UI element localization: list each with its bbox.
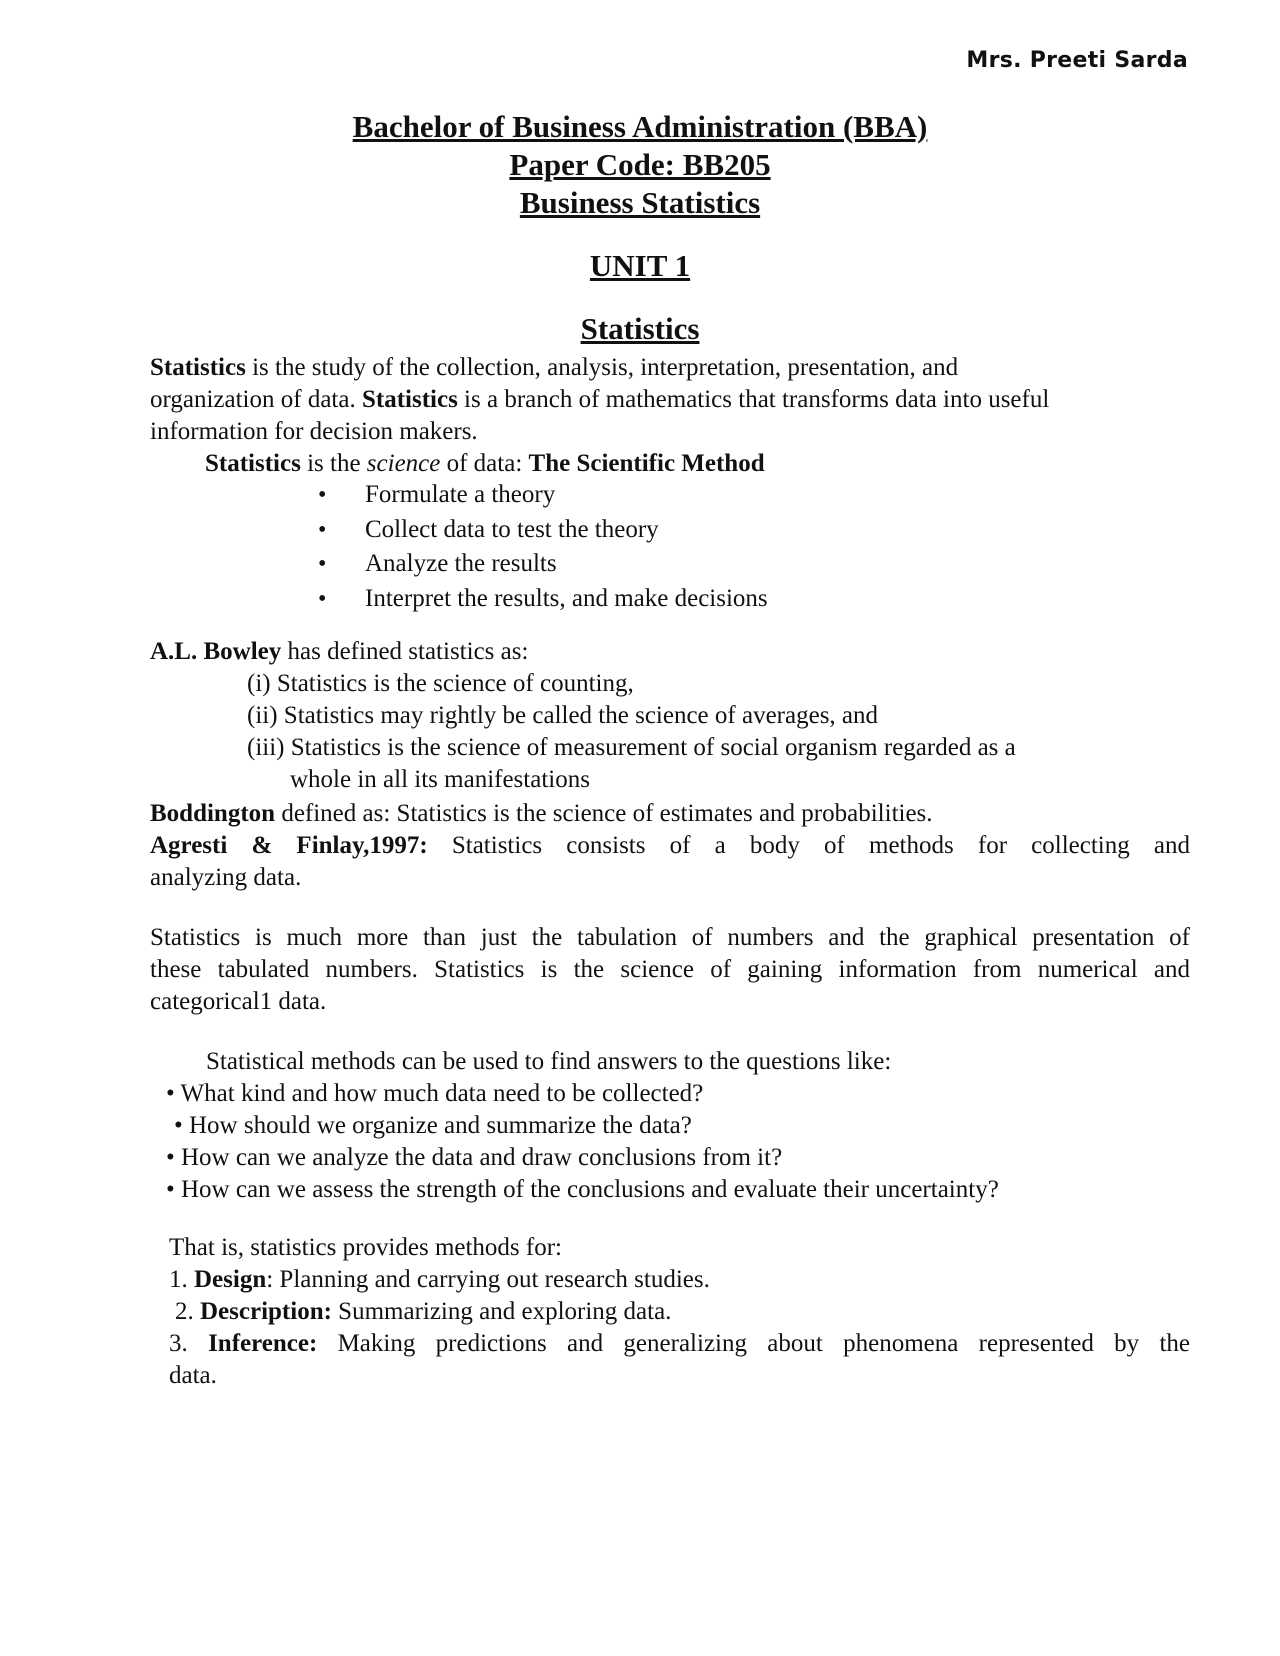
scientific-method-list	[150, 478, 1190, 616]
tabulation-paragraph: Statistics is much more than just the tabulation of numbers and the graphical presentation of these tabulated numbers. Statistics is the science of gaining information from numerical and categorical1 data.	[150, 924, 1190, 1015]
bowley-definition: A.L. Bowley has defined statistics as: (i) Statistics is the science of counting, (ii) Statistics may rightly be called the science of averages, and (iii) Statistics is the science of measurement of social organism regarded as a whole in all its manifestations	[150, 636, 1190, 796]
other-definitions: Boddington defined as: Statistics is the science of estimates and probabilities. Agresti & Finlay,1997: Statistics consists of a body of methods for collecting and analyzing data.	[150, 800, 1190, 891]
list-item: (i) Statistics is the science of counting,	[247, 670, 634, 697]
paper-code: Paper Code: BB205	[509, 147, 771, 182]
intro-paragraph: Statistics is the study of the collection, analysis, interpretation, presentation, and organization of data. Statistics is a branch of mathematics that transforms data into useful information for decision makers. Statistics is the science of data: The Scientific Method	[150, 354, 1050, 477]
list-item: • How should we organize and summarize the data?	[174, 1112, 692, 1139]
subject-title: Business Statistics	[519, 185, 761, 220]
section-title: Statistics	[580, 311, 700, 346]
list-item: • Collect data to test the theory	[150, 513, 1190, 548]
list-item: • Formulate a theory	[150, 478, 1190, 513]
questions-section: Statistical methods can be used to find answers to the questions like: • What kind and how much data need to be collected? • How should we organize and summarize the data? • How can we analyze the data and draw conclusions from it? • How can we assess the strength of the conclusions and evaluate their uncertainty?	[150, 1046, 1190, 1206]
list-item: • How can we analyze the data and draw conclusions from it?	[166, 1144, 783, 1171]
list-item: • What kind and how much data need to be collected?	[166, 1080, 704, 1107]
list-item: (ii) Statistics may rightly be called the science of averages, and	[247, 702, 879, 729]
course-title: Bachelor of Business Administration (BBA)	[352, 109, 928, 144]
term-statistics: Statistics	[150, 354, 246, 381]
list-item: • Analyze the results	[150, 547, 1190, 582]
list-item: (iii) Statistics is the science of measurement of social organism regarded as a	[247, 734, 1016, 761]
unit-title: UNIT 1	[589, 248, 691, 283]
list-item: • How can we assess the strength of the conclusions and evaluate their uncertainty?	[166, 1176, 999, 1203]
methods-section: That is, statistics provides methods for: 1. Design: Planning and carrying out research studies. 2. Description: Summarizing and exploring data. 3. Inference: Making predictions and generalizing about phenomena represented by the data.	[169, 1234, 1191, 1389]
author-name: Mrs. Preeti Sarda	[966, 48, 1188, 73]
list-item: • Interpret the results, and make decisions	[150, 582, 1190, 617]
